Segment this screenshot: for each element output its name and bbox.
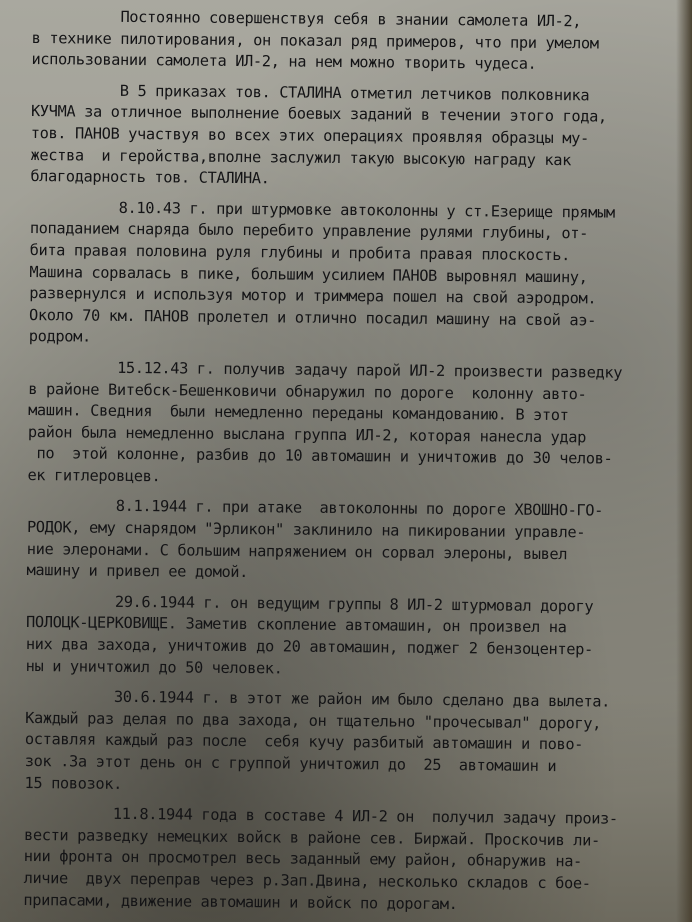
text-line: нии фронта он просмотрел весь заданный ему район, обнаружив на-: [23, 847, 583, 871]
paragraph: [29, 197, 672, 354]
text-line: Каждый раз делая по два захода, он тщательно "прочесывал" дорогу,: [25, 708, 602, 733]
text-line: 15.12.43 г. получив задачу парой ИЛ-2 произвести разведку: [28, 357, 623, 382]
text-line: вести разведку немецких войск в районе сев. Биржай. Проскочив ли-: [23, 825, 600, 850]
text-line: ние элеронами. С большим напряжением он сорвал элероны, вывел: [26, 539, 568, 563]
text-line: ек гитлеровцев.: [27, 465, 161, 486]
paragraph: [27, 357, 670, 493]
text-line: в районе Витебск-Бешенковичи обнаружил по дороге колонну авто-: [28, 379, 587, 403]
text-line: ПОЛОЦК-ЦЕРКОВИЩЕ. Заметив скопление автомашин, он произвел на: [25, 613, 567, 637]
text-line: машину и привел ее домой.: [26, 561, 249, 582]
text-line: РОДОК, ему снарядом "Эрликон" заклинило на пикировании управле-: [26, 518, 586, 542]
text-line: 29.6.1944 г. он ведущим группы 8 ИЛ-2 штурмовал дорогу: [26, 591, 594, 616]
paragraph: [31, 6, 674, 77]
text-line: использовании самолета ИЛ-2, на нем можно творить чудеса.: [31, 50, 537, 74]
text-line: 30.6.1944 г. в этот же район им было сделано два вылета.: [25, 687, 611, 711]
text-line: 11.8.1944 года в составе 4 ИЛ-2 он получил задачу произ-: [24, 804, 618, 828]
text-line: оставляя каждый раз после себя кучу разбитый автомашин и пово-: [24, 730, 584, 754]
text-line: развернулся и используя мотор и триммера пошел на свой аэродром.: [29, 284, 597, 308]
text-line: 8.10.43 г. при штурмовке автоколонны у ст.Езерище прямым: [29, 197, 615, 222]
text-line: В 5 приказах тов. СТАЛИНА отметил летчиков полковника: [31, 80, 590, 105]
page-edge-shadow: [676, 0, 692, 922]
text-line: личие двух переправ через р.Зап.Двина, несколько складов с бое-: [23, 868, 591, 893]
text-line: попаданием снаряда было перебито управление рулями глубины, от-: [29, 219, 589, 243]
text-line: них два захода, уничтожив до 20 автомашин, поджег 2 бензоцентер-: [25, 635, 593, 659]
text-line: припасами, движение автомашин и войск по дорогам.: [23, 890, 458, 913]
paragraph: [24, 686, 667, 800]
text-line: Постоянно совершенствуя себя в знании самолета ИЛ-2,: [31, 6, 582, 31]
paragraph: [26, 591, 669, 684]
text-line: в технике пилотирования, он показал ряд примеров, что при умелом: [31, 28, 599, 53]
paragraph: [26, 495, 669, 588]
typed-text: [23, 6, 674, 922]
text-line: 8.1.1944 г. при атаке автоколонны по дороге ХВОШНО-ГО-: [27, 496, 604, 520]
text-line: жества и геройства,вполне заслужил такую высокую награду как: [30, 145, 572, 169]
text-line: благодарность тов. СТАЛИНА.: [30, 167, 270, 188]
text-line: Машина сорвалась в пике, большим усилием ПАНОВ выровнял машину,: [29, 262, 588, 286]
text-line: КУЧМА за отличное выполнение боевых заданий в течении этого года,: [30, 102, 607, 126]
text-line: по этой колонне, разбив до 10 автомашин и уничтожив до 30 челов-: [27, 444, 613, 468]
text-line: 15 повозок.: [24, 773, 123, 793]
text-line: зок .За этот день он с группой уничтожил до 25 автомашин и: [24, 751, 557, 776]
text-line: бита правая половина руля глубины и пробита правая плоскость.: [29, 240, 571, 265]
text-line: тов. ПАНОВ участвуя во всех этих операциях проявляя образцы му-: [30, 123, 589, 148]
text-line: ны и уничтожил до 50 человек.: [25, 656, 283, 678]
paragraph: [23, 803, 666, 917]
text-line: Около 70 км. ПАНОВ пролетел и отлично посадил машину на свой аэ-: [28, 305, 597, 330]
text-line: родром.: [28, 327, 91, 346]
text-line: район была немедленно выслана группа ИЛ-2, которая нанесла удар: [27, 422, 587, 447]
text-line: машин. Сведния были немедленно переданы командованию. В этот: [28, 401, 569, 425]
paragraph: [30, 80, 673, 194]
